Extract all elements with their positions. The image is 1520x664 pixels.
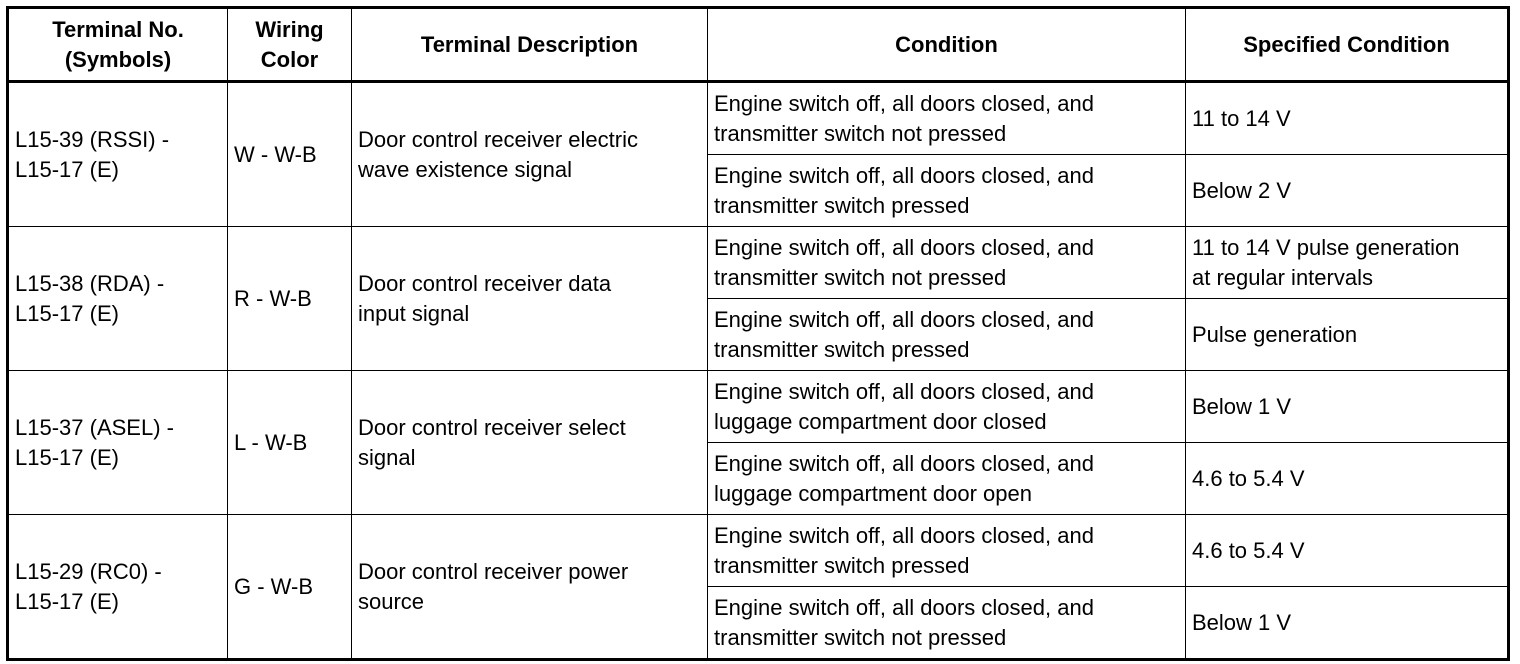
condition-cell: Engine switch off, all doors closed, and transmitter switch not pressed <box>708 587 1186 660</box>
specified-condition-cell: 11 to 14 V <box>1186 82 1509 155</box>
header-condition: Condition <box>708 8 1186 82</box>
header-terminal-description: Terminal Description <box>352 8 708 82</box>
header-wiring-color: Wiring Color <box>228 8 352 82</box>
header-terminal-no: Terminal No. (Symbols) <box>8 8 228 82</box>
specified-condition-cell: Below 1 V <box>1186 587 1509 660</box>
table-row <box>8 227 1509 299</box>
description-cell: Door control receiver power source <box>352 515 708 660</box>
description-cell: Door control receiver electric wave existence signal <box>352 82 708 227</box>
condition-cell: Engine switch off, all doors closed, and luggage compartment door closed <box>708 371 1186 443</box>
terminal-cell: L15-29 (RC0) - L15-17 (E) <box>8 515 228 660</box>
specified-condition-cell: 4.6 to 5.4 V <box>1186 443 1509 515</box>
description-cell: Door control receiver data input signal <box>352 227 708 371</box>
terminal-cell: L15-38 (RDA) - L15-17 (E) <box>8 227 228 371</box>
header-row <box>8 8 1509 82</box>
table-body <box>8 82 1509 660</box>
description-cell: Door control receiver select signal <box>352 371 708 515</box>
table-row <box>8 371 1509 443</box>
wiring-color-cell: G - W-B <box>228 515 352 660</box>
condition-cell: Engine switch off, all doors closed, and transmitter switch not pressed <box>708 82 1186 155</box>
table-row <box>8 82 1509 155</box>
wiring-color-cell: R - W-B <box>228 227 352 371</box>
table-row <box>8 515 1509 587</box>
condition-cell: Engine switch off, all doors closed, and transmitter switch pressed <box>708 515 1186 587</box>
terminal-spec-table <box>6 6 1510 661</box>
terminal-cell: L15-37 (ASEL) - L15-17 (E) <box>8 371 228 515</box>
condition-cell: Engine switch off, all doors closed, and luggage compartment door open <box>708 443 1186 515</box>
header-specified-condition: Specified Condition <box>1186 8 1509 82</box>
terminal-cell: L15-39 (RSSI) - L15-17 (E) <box>8 82 228 227</box>
condition-cell: Engine switch off, all doors closed, and transmitter switch pressed <box>708 155 1186 227</box>
condition-cell: Engine switch off, all doors closed, and transmitter switch not pressed <box>708 227 1186 299</box>
wiring-color-cell: W - W-B <box>228 82 352 227</box>
specified-condition-cell: Below 1 V <box>1186 371 1509 443</box>
table-header <box>8 8 1509 82</box>
specified-condition-cell: 11 to 14 V pulse generation at regular intervals <box>1186 227 1509 299</box>
specified-condition-cell: 4.6 to 5.4 V <box>1186 515 1509 587</box>
specified-condition-cell: Below 2 V <box>1186 155 1509 227</box>
wiring-color-cell: L - W-B <box>228 371 352 515</box>
specified-condition-cell: Pulse generation <box>1186 299 1509 371</box>
condition-cell: Engine switch off, all doors closed, and transmitter switch pressed <box>708 299 1186 371</box>
